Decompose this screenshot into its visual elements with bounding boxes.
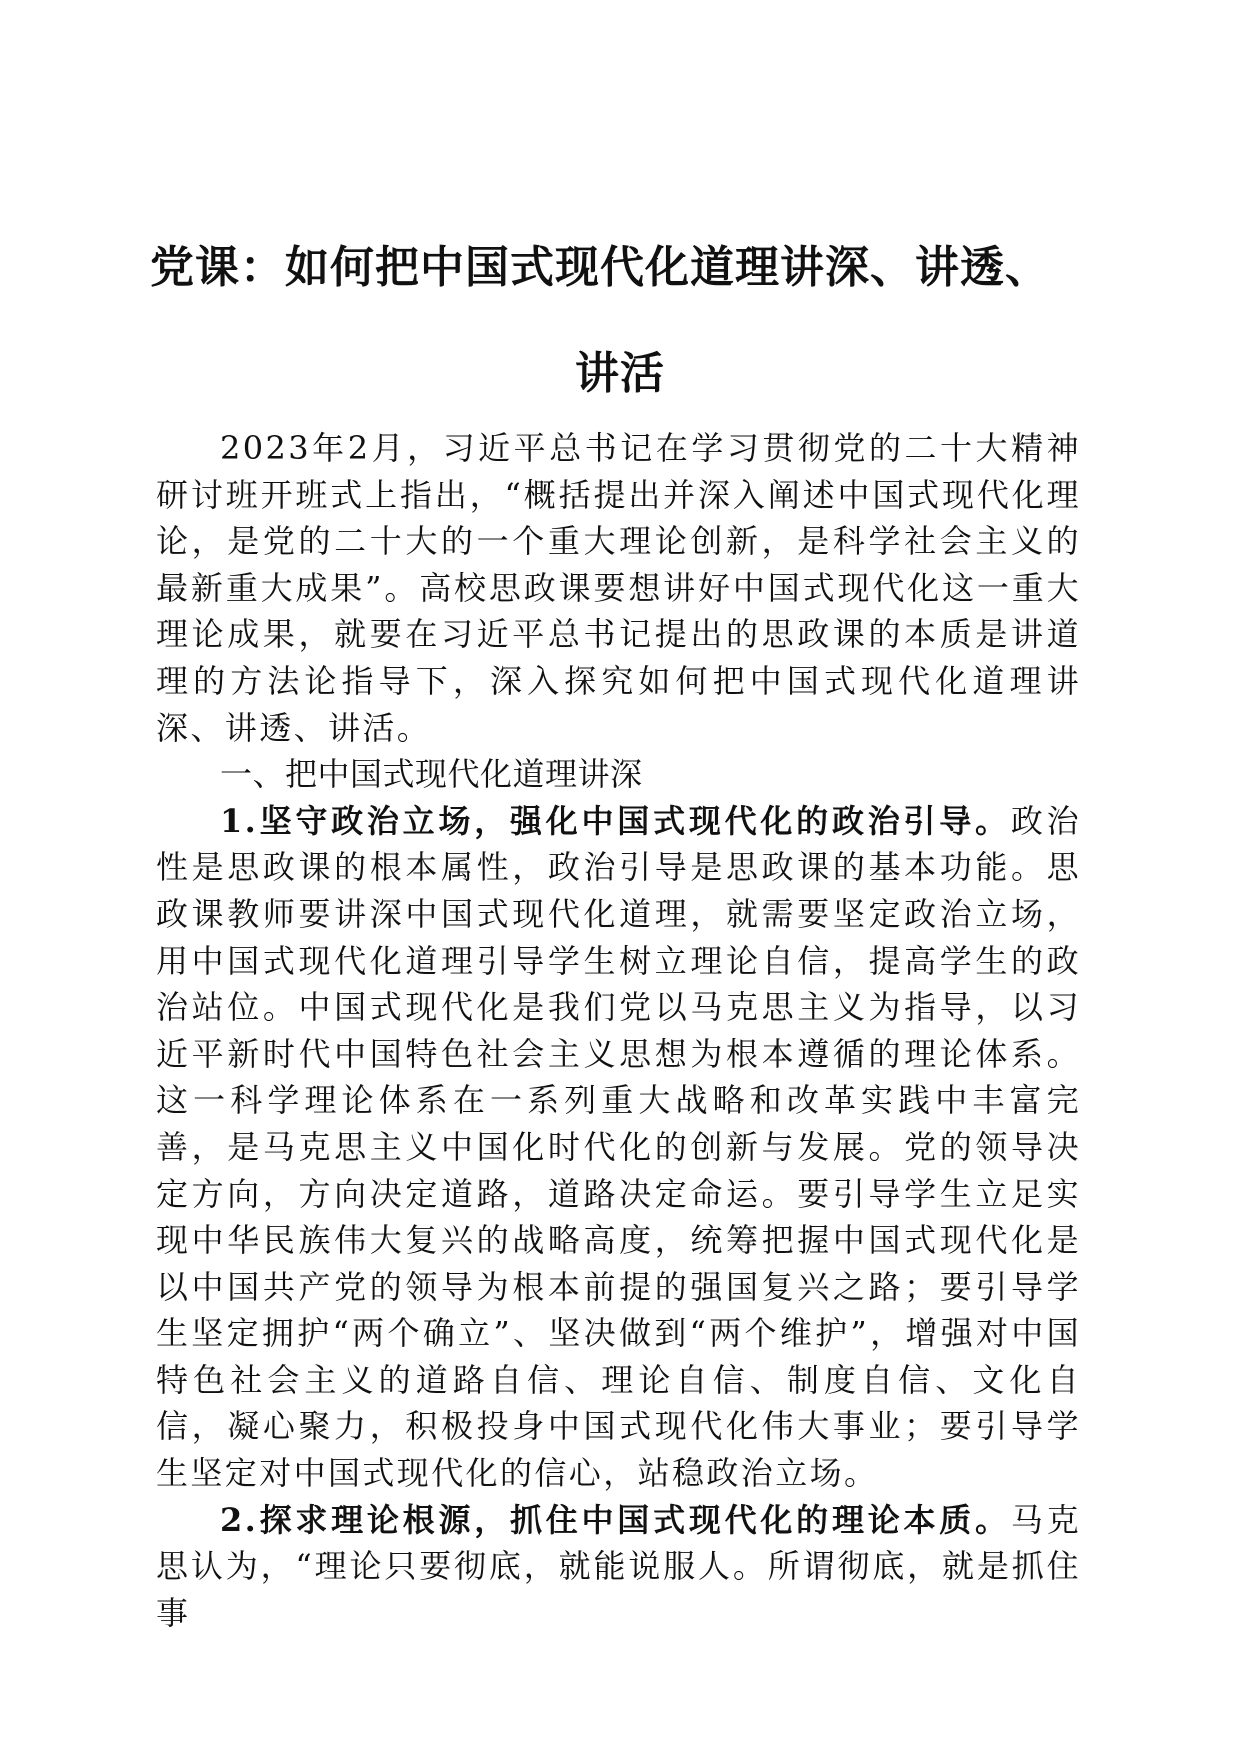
point-lead-2: 2.探求理论根源，抓住中国式现代化的理论本质。 <box>220 1500 1011 1539</box>
section-heading: 一、把中国式现代化道理讲深 <box>220 755 643 794</box>
document-title-line2: 讲活 <box>575 348 665 399</box>
point-paragraph-1 <box>156 798 1081 1497</box>
point-paragraph-2 <box>156 1497 1081 1637</box>
document-body <box>156 425 1081 1636</box>
point-lead-1: 1.坚守政治立场，强化中国式现代化的政治引导。 <box>220 801 1011 840</box>
intro-paragraph: 2023年2月，习近平总书记在学习贯彻党的二十大精神研讨班开班式上指出，“概括提出并深入阐述中国式现代化理论，是党的二十大的一个重大理论创新，是科学社会主义的最新重大成果”。高校思政课要想讲好中国式现代化这一重大理论成果，就要在习近平总书记提出的思政课的本质是讲道理的方法论指导下，深入探究如何把中国式现代化道理讲深、讲透、讲活。 <box>156 429 1081 747</box>
point-text-2: 马克思认为，“理论只要彻底，就能说服人。所谓彻底，就是抓住事 <box>156 1500 1081 1632</box>
point-text-1: 政治性是思政课的根本属性，政治引导是思政课的基本功能。思政课教师要讲深中国式现代化道理，就需要坚定政治立场，用中国式现代化道理引导学生树立理论自信，提高学生的政治站位。中国式现代化是我们党以马克思主义为指导，以习近平新时代中国特色社会主义思想为根本遵循的理论体系。这一科学理论体系在一系列重大战略和改革实践中丰富完善，是马克思主义中国化时代化的创新与发展。党的领导决定方向，方向决定道路，道路决定命运。要引导学生立足实现中华民族伟大复兴的战略高度，统筹把握中国式现代化是以中国共产党的领导为根本前提的强国复兴之路；要引导学生坚定拥护“两个确立”、坚决做到“两个维护”，增强对中国特色社会主义的道路自信、理论自信、制度自信、文化自信，凝心聚力，积极投身中国式现代化伟大事业；要引导学生坚定对中国式现代化的信心，站稳政治立场。 <box>156 801 1081 1493</box>
document-title-line1: 党课：如何把中国式现代化道理讲深、讲透、 <box>150 242 1050 293</box>
